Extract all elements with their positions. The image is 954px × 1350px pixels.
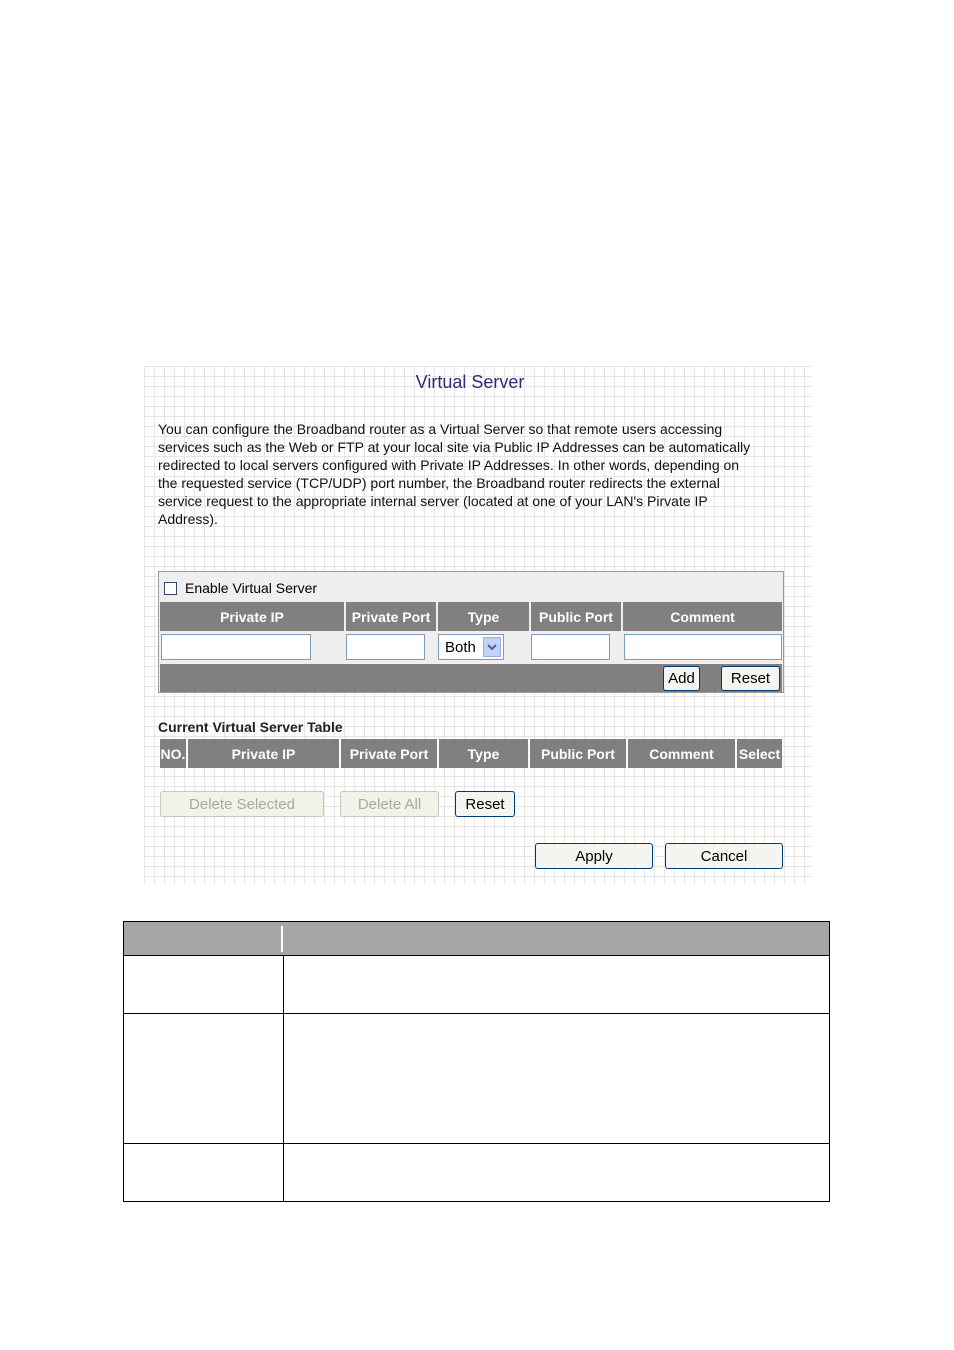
delete-selected-button[interactable]: Delete Selected [160, 791, 324, 817]
table-header-type: Type [439, 739, 528, 768]
private-port-input[interactable] [346, 634, 425, 660]
form-header-comment: Comment [623, 602, 782, 631]
enable-virtual-server-row [164, 578, 317, 598]
column-divider [283, 955, 284, 1201]
comment-input[interactable] [624, 634, 782, 660]
delete-all-button[interactable]: Delete All [340, 791, 439, 817]
table-header-select: Select [737, 739, 782, 768]
apply-button[interactable]: Apply [535, 843, 653, 869]
chevron-down-icon[interactable] [483, 637, 501, 657]
row-divider [124, 1143, 829, 1144]
form-header-public-port: Public Port [531, 602, 621, 631]
table-header-no: NO. [160, 739, 186, 768]
parameter-description-table [123, 921, 830, 1202]
type-select-value: Both [445, 638, 476, 656]
parameter-table-header [124, 922, 829, 956]
type-select[interactable] [438, 634, 504, 660]
page-description: You can configure the Broadband router as a Virtual Server so that remote users accessing services such as the Web or FTP at your local site via Public IP Addresses can be automatically redirected to local servers configured with Private IP Addresses. In other words, depending on the requested service (TCP/UDP) port number, the Broadband router redirects the external service request to the appropriate internal server (located at one of your LAN's Pirvate IP Address). [158, 421, 751, 527]
add-button[interactable]: Add [663, 666, 700, 691]
header-separator [281, 926, 283, 952]
enable-virtual-server-label: Enable Virtual Server [185, 580, 318, 596]
table-header-public-port: Public Port [530, 739, 626, 768]
private-ip-input[interactable] [161, 634, 311, 660]
form-header-private-ip: Private IP [160, 602, 344, 631]
form-reset-button[interactable]: Reset [721, 666, 780, 691]
table-header-comment: Comment [628, 739, 735, 768]
public-port-input[interactable] [531, 634, 610, 660]
current-table-title: Current Virtual Server Table [158, 719, 343, 735]
table-header-private-port: Private Port [341, 739, 437, 768]
page-title: Virtual Server [415, 372, 525, 392]
form-header-type: Type [438, 602, 529, 631]
cancel-button[interactable]: Cancel [665, 843, 783, 869]
enable-virtual-server-checkbox[interactable] [164, 582, 177, 595]
form-header-private-port: Private Port [346, 602, 436, 631]
table-reset-button[interactable]: Reset [455, 791, 515, 817]
row-divider [124, 1013, 829, 1014]
table-header-private-ip: Private IP [188, 739, 339, 768]
